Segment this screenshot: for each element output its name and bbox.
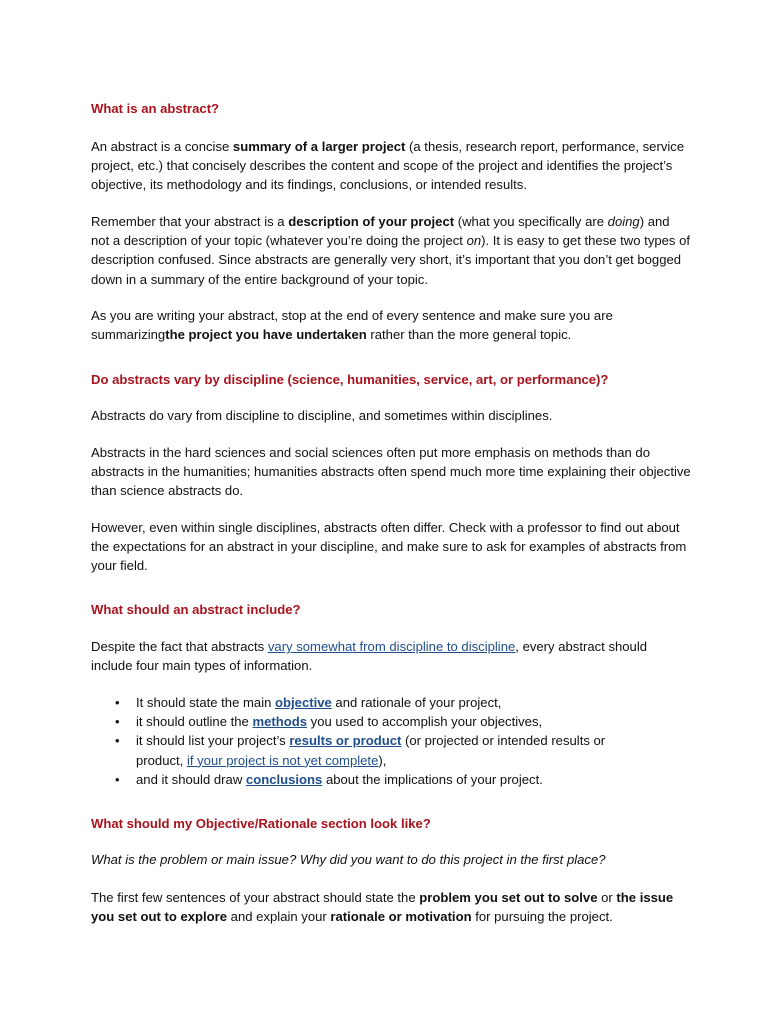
text-run: (or projected or intended results or product, <box>136 733 606 768</box>
paragraph-summarizing <box>91 306 691 344</box>
list-item-text <box>136 714 542 729</box>
text-run: (a thesis, research report, performance, service project, etc.) that concisely describes the content and scope of the project and identifies the project’s objective, its methodology and its findings, conclusions, or intended results. <box>91 139 685 193</box>
text-run: An abstract is a concise <box>91 139 233 154</box>
text-run: or <box>597 890 617 905</box>
bold-phrase: description of your project <box>288 214 455 229</box>
text-run: ). It is easy to get these two types of description confused. Since abstracts are generally very short, it’s important that you don’t get bogged down in a summary of the entire background of your topic. <box>91 233 691 287</box>
text-run: The first few sentences of your abstract should state the <box>91 890 420 905</box>
bullet-dot: • <box>115 733 120 749</box>
list-item <box>91 693 691 712</box>
text-run: Remember that your abstract is a <box>91 214 289 229</box>
paragraph-definition <box>91 137 691 195</box>
paragraph-objective-question: What is the problem or main issue? Why did you want to do this project in the first place? <box>91 852 606 867</box>
list-item-text <box>136 772 543 787</box>
italic-phrase: on <box>466 233 482 249</box>
text-run: Abstracts do vary from discipline to discipline, and sometimes within disciplines. <box>91 408 553 423</box>
list-item-text <box>136 695 501 710</box>
paragraph-first-sentences <box>91 888 691 926</box>
text-link[interactable]: results or product <box>289 733 402 749</box>
italic-phrase: doing <box>607 214 640 229</box>
bullet-dot: • <box>115 771 120 787</box>
text-run: rather than the more general topic. <box>366 327 572 343</box>
text-run: it should list your project’s <box>136 733 290 749</box>
text-link[interactable]: conclusions <box>245 771 323 787</box>
text-run: It should state the main <box>136 695 276 710</box>
text-run: for pursuing the project. <box>471 909 613 925</box>
text-run: and it should draw <box>136 771 246 787</box>
text-run: Despite the fact that abstracts <box>91 639 268 654</box>
text-run: ), <box>378 752 387 768</box>
text-run: , every abstract should include four main types of information. <box>91 639 648 674</box>
bullet-dot: • <box>115 714 120 730</box>
heading-what-to-include: What should an abstract include? <box>91 602 301 617</box>
text-link[interactable]: if your project is not yet complete <box>186 752 379 768</box>
text-run: Abstracts in the hard sciences and social sciences often put more emphasis on methods than do abstracts in the humanities; humanities abstracts often spend much more time explaining their objective than science abstracts do. <box>91 445 691 499</box>
heading-what-is-abstract: What is an abstract? <box>91 101 220 116</box>
bold-phrase: rationale or motivation <box>330 909 472 925</box>
text-run: ) and not a description of your topic (whatever you’re doing the project <box>91 214 670 249</box>
text-run: and explain your <box>227 909 331 925</box>
paragraph-sciences-vs-humanities <box>91 443 691 501</box>
text-link[interactable]: methods <box>252 714 308 730</box>
bold-phrase: the project you have undertaken <box>165 327 367 343</box>
heading-objective-rationale: What should my Objective/Rationale section look like? <box>91 816 431 831</box>
text-run: and rationale of your project, <box>331 695 502 710</box>
list-item <box>91 770 691 789</box>
text-run: As you are writing your abstract, stop at the end of every sentence and make sure you are summarizing <box>91 308 613 343</box>
paragraph-within-disciplines <box>91 518 691 576</box>
text-link[interactable]: objective <box>275 695 332 710</box>
text-run: However, even within single disciplines, abstracts often differ. Check with a professor to find out about the expectations for an abstract in your discipline, and make sure to ask for examples of abstracts from your field. <box>91 520 687 574</box>
bold-phrase: the issue you set out to explore <box>91 890 674 925</box>
bullet-list-abstract-parts <box>91 693 691 789</box>
paragraph-vary-by-discipline <box>91 406 691 425</box>
bold-phrase: summary of a larger project <box>232 139 406 154</box>
text-run: (what you specifically are <box>454 214 608 229</box>
paragraph-description-vs-topic <box>91 212 691 289</box>
list-item-text <box>136 733 605 767</box>
text-link[interactable]: vary somewhat from discipline to discipline <box>267 639 516 654</box>
paragraph-four-types <box>91 637 691 675</box>
heading-discipline-variation: Do abstracts vary by discipline (science, humanities, service, art, or performance)? <box>91 372 609 387</box>
bold-phrase: problem you set out to solve <box>419 890 598 905</box>
list-item <box>91 712 691 731</box>
list-item <box>91 731 691 769</box>
bullet-dot: • <box>115 695 120 710</box>
text-run: you used to accomplish your objectives, <box>307 714 543 730</box>
text-run: it should outline the <box>136 714 253 730</box>
text-run: about the implications of your project. <box>322 771 543 787</box>
